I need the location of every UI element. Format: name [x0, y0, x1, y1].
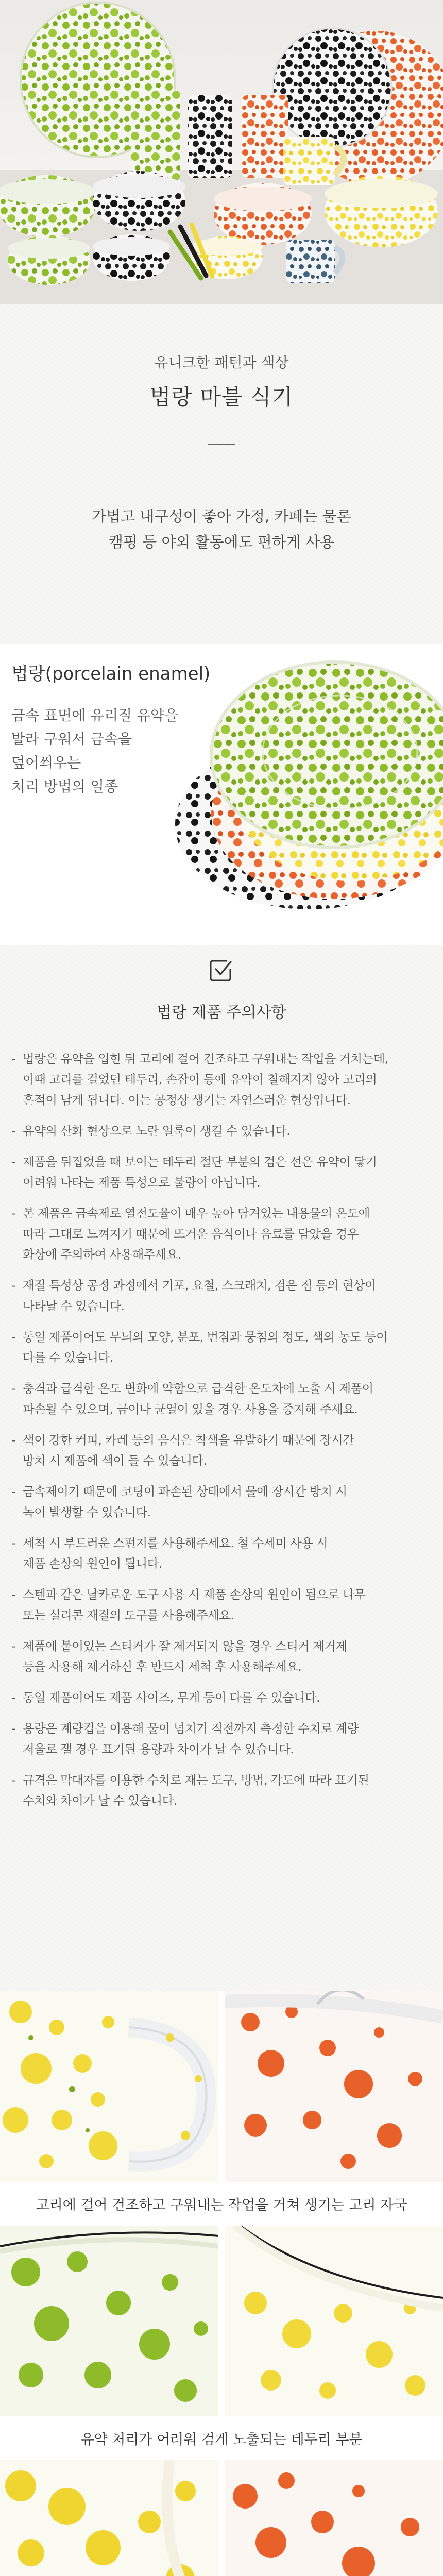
caution-item [11, 1481, 434, 1522]
orange-bowl-hook-photo [225, 1991, 443, 2182]
caution-item [11, 1327, 434, 1368]
caution-item-line: 화상에 주의하여 사용해주세요. [23, 1247, 181, 1262]
caution-item-line: - 유약의 산화 현상으로 노란 얼룩이 생길 수 있습니다. [23, 1124, 291, 1138]
caution-list [11, 1048, 434, 1821]
caution-item [11, 1151, 434, 1193]
caution-item-line: 제품 손상의 원인이 됩니다. [23, 1556, 162, 1571]
photo-caption-1: 고리에 걸어 건조하고 구워내는 작업을 거쳐 생기는 고리 자국 [36, 2197, 407, 2213]
caution-item-line: - 법랑은 유약을 입힌 뒤 고리에 걸어 건조하고 구워내는 작업을 거치는데, [23, 1052, 388, 1066]
caution-item [11, 1430, 434, 1471]
defect-photo-section [0, 1991, 443, 2576]
caution-item [11, 1718, 434, 1759]
title-divider [208, 444, 235, 445]
caution-item [11, 1275, 434, 1316]
caution-item [11, 1584, 434, 1625]
caution-item-line: - 재질 특성상 공정 과정에서 기포, 요철, 스크래치, 검은 점 등의 현상이 [23, 1278, 377, 1293]
intro-description-line-1: 가볍고 내구성이 좋아 가정, 카페는 물론 [92, 507, 351, 525]
yellow-bowl-pattern-photo [0, 2460, 218, 2576]
caution-item-line: 녹이 발생할 수 있습니다. [23, 1505, 151, 1519]
caution-item [11, 1770, 434, 1811]
intro-title: 법랑 마블 식기 [149, 384, 294, 410]
caution-item-line: 따라 그대로 느껴지기 때문에 뜨거운 음식이나 음료를 담았을 경우 [23, 1227, 359, 1241]
caution-item-line: 저울로 잴 경우 표기된 용량과 차이가 날 수 있습니다. [23, 1742, 294, 1756]
caution-item-line: - 색이 강한 커피, 카레 등의 음식은 착색을 유발하기 때문에 장시간 [23, 1433, 354, 1447]
caution-item-line: - 제품에 붙어있는 스티커가 잘 제거되지 않을 경우 스티커 제거제 [23, 1639, 347, 1653]
caution-item-line: 수치와 차이가 날 수 있습니다. [23, 1793, 177, 1808]
caution-item-line: 이때 고리를 걸었던 테두리, 손잡이 등에 유약이 칠해지지 않아 고리의 [23, 1072, 377, 1087]
yellow-bowl-rim-photo [225, 2226, 443, 2416]
caution-title: 법랑 제품 주의사항 [157, 1004, 286, 1022]
caution-item-line: 어려워 나타는 제품 특성으로 불량이 아닙니다. [23, 1175, 261, 1190]
intro-description-line-2: 캠핑 등 야외 활동에도 편하게 사용 [108, 533, 335, 551]
enamel-description-line: 금속 표면에 유리질 유약을 [11, 707, 179, 724]
caution-item-line: - 스텐과 같은 날카로운 도구 사용 시 제품 손상의 원인이 됨으로 나무 [23, 1587, 366, 1602]
caution-item-line: - 본 제품은 금속제로 열전도율이 매우 높아 담겨있는 내용물의 온도에 [23, 1206, 370, 1221]
yellow-mug-handle-photo [0, 1991, 218, 2182]
enamel-title: 법랑(porcelain enamel) [11, 664, 211, 684]
caution-item [11, 1121, 434, 1141]
caution-section [0, 945, 443, 1991]
caution-item-line: 또는 실리콘 재질의 도구를 사용해주세요. [23, 1608, 234, 1622]
caution-item [11, 1048, 434, 1110]
caution-item-line: - 동일 제품이어도 무늬의 모양, 분포, 번짐과 뭉침의 정도, 색의 농도 등이 [23, 1330, 388, 1344]
enamel-description-line: 발라 구워서 금속을 [11, 731, 132, 748]
caution-item-line: 나타날 수 있습니다. [23, 1299, 125, 1313]
caution-item-line: 방치 시 제품에 색이 들 수 있습니다. [23, 1453, 207, 1468]
enamel-description [11, 704, 178, 799]
caution-item-line: 흔적이 남게 됩니다. 이는 공정상 생기는 자연스러운 현상입니다. [23, 1093, 351, 1107]
caution-item [11, 1636, 434, 1677]
caution-item-line: - 충격과 급격한 온도 변화에 약함으로 급격한 온도차에 노출 시 제품이 [23, 1381, 373, 1396]
orange-bowl-pattern-photo [225, 2460, 443, 2576]
caution-item [11, 1203, 434, 1265]
caution-item-line: - 세척 시 부드러운 스펀지를 사용해주세요. 철 수세미 사용 시 [23, 1536, 328, 1550]
enamel-description-line: 덮어씌우는 [11, 754, 81, 771]
caution-item-line: - 금속제이기 때문에 코팅이 파손된 상태에서 물에 장시간 방치 시 [23, 1484, 347, 1499]
intro-section [0, 304, 443, 644]
enamel-tableware-illustration [0, 0, 443, 304]
caution-item-line: - 규격은 막대자를 이용한 수치로 재는 도구, 방법, 각도에 따라 표기된 [23, 1773, 369, 1787]
intro-subtitle: 유니크한 패턴과 색상 [154, 354, 289, 371]
caution-item [11, 1378, 434, 1419]
hero-product-photo [0, 0, 443, 304]
caution-item-line: - 용량은 계량컵을 이용해 물이 넘치기 직전까지 측정한 수치로 계량 [23, 1721, 359, 1736]
enamel-definition-section [0, 644, 443, 945]
photo-caption-2: 유약 처리가 어려워 검게 노출되는 테두리 부분 [80, 2432, 363, 2448]
caution-item-line: - 제품을 뒤집었을 때 보이는 테두리 절단 부분의 검은 선은 유약이 닿기 [23, 1155, 377, 1169]
caution-item-line: 파손될 수 있으며, 금이나 균열이 있을 경우 사용을 중지해 주세요. [23, 1402, 358, 1416]
enamel-description-line: 처리 방법의 일종 [11, 778, 118, 795]
caution-item-line: - 동일 제품이어도 제품 사이즈, 무게 등이 다를 수 있습니다. [23, 1690, 320, 1705]
checkbox-check-icon [207, 956, 236, 986]
caution-item [11, 1533, 434, 1574]
caution-item-line: 등을 사용해 제거하신 후 반드시 세척 후 사용해주세요. [23, 1659, 302, 1674]
caution-item [11, 1687, 434, 1708]
green-plate-rim-photo [0, 2226, 218, 2416]
caution-item-line: 다를 수 있습니다. [23, 1350, 113, 1365]
